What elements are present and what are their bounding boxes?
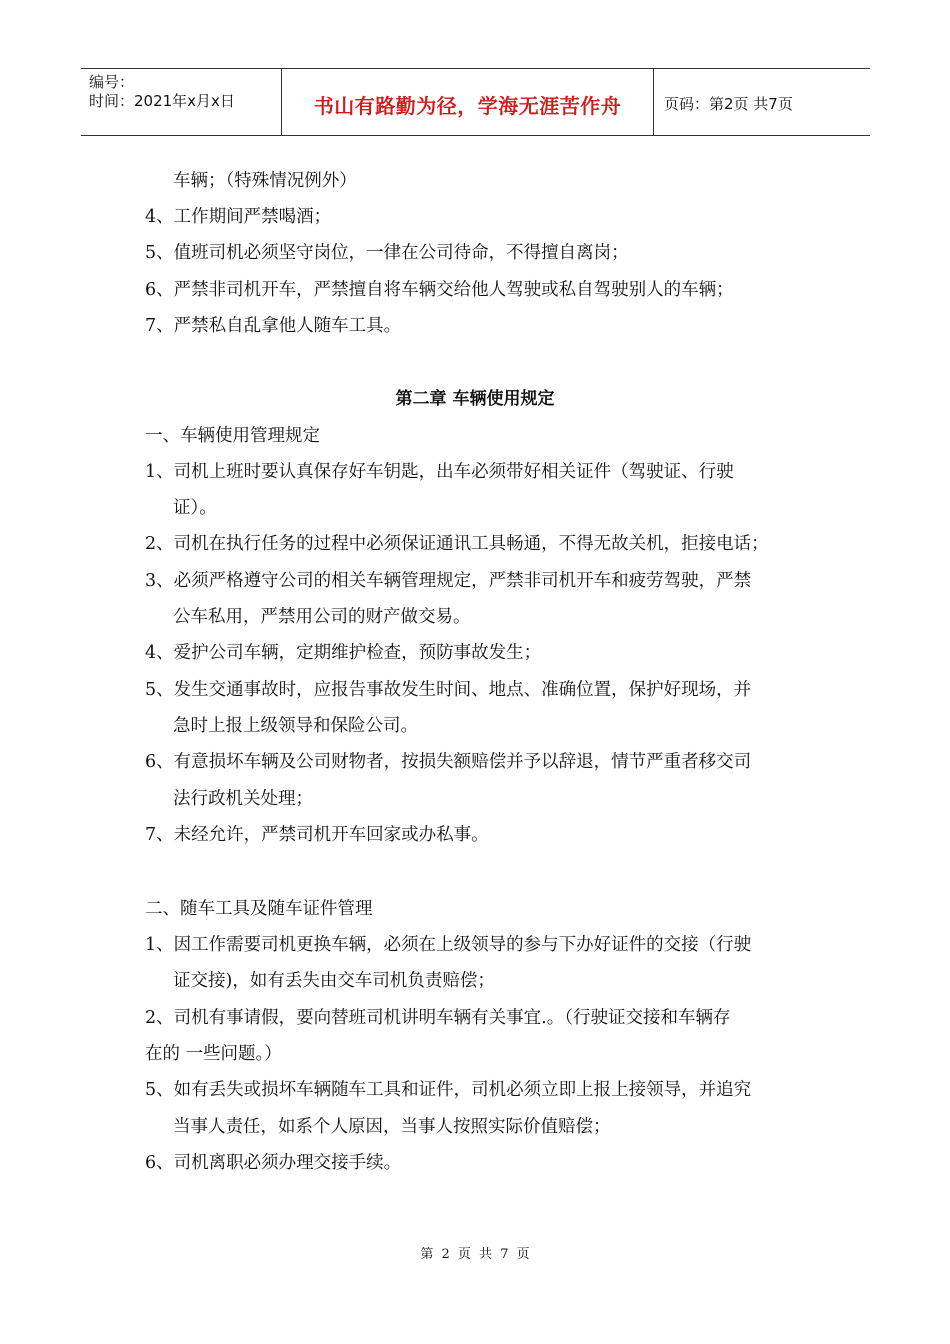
header-time-label: 时间：2021年x月x日 — [89, 92, 235, 110]
header-motto: 书山有路勤为径，学海无涯苦作舟 — [313, 93, 622, 118]
list-item-continuation: 在的 一些问题。） — [145, 1044, 282, 1064]
list-item: 5、发生交通事故时，应报告事故发生时间、地点、准确位置，保护好现场，并 — [145, 680, 752, 700]
rule-item-4: 4、工作期间严禁喝酒； — [145, 207, 332, 227]
header-number-label: 编号： — [89, 73, 135, 91]
chapter-title: 第二章 车辆使用规定 — [395, 389, 555, 409]
list-item-continuation: 证交接)，如有丢失由交车司机负责赔偿； — [173, 971, 495, 991]
page-footer: 第 2 页 共 7 页 — [420, 1247, 530, 1262]
list-item-continuation: 急时上报上级领导和保险公司。 — [173, 716, 418, 736]
rule-item-6: 6、严禁非司机开车，严禁擅自将车辆交给他人驾驶或私自驾驶别人的车辆； — [145, 280, 734, 300]
list-item: 7、未经允许，严禁司机开车回家或办私事。 — [145, 825, 489, 845]
list-item: 2、司机在执行任务的过程中必须保证通讯工具畅通，不得无故关机，拒接电话； — [145, 534, 769, 554]
rule-item-7: 7、严禁私自乱拿他人随车工具。 — [145, 316, 402, 336]
list-item: 1、司机上班时要认真保存好车钥匙，出车必须带好相关证件（驾驶证、行驶 — [145, 462, 734, 482]
list-item: 1、因工作需要司机更换车辆，必须在上级领导的参与下办好证件的交接（行驶 — [145, 935, 752, 955]
header-motto-cell — [282, 69, 654, 135]
rule-item-5: 5、值班司机必须坚守岗位，一律在公司待命，不得擅自离岗； — [145, 243, 629, 263]
paragraph-line: 车辆；（特殊情况例外） — [173, 171, 357, 191]
header-meta — [81, 69, 282, 135]
list-item: 6、司机离职必须办理交接手续。 — [145, 1153, 402, 1173]
list-item: 5、如有丢失或损坏车辆随车工具和证件，司机必须立即上报上接领导，并追究 — [145, 1080, 752, 1100]
list-item-continuation: 证）。 — [173, 498, 217, 518]
list-item-continuation: 公车私用，严禁用公司的财产做交易。 — [173, 607, 471, 627]
list-item: 3、必须严格遵守公司的相关车辆管理规定，严禁非司机开车和疲劳驾驶，严禁 — [145, 571, 752, 591]
section-title-1: 一、车辆使用管理规定 — [145, 426, 320, 446]
list-item-continuation: 法行政机关处理； — [173, 789, 313, 809]
list-item: 4、爱护公司车辆，定期维护检查，预防事故发生； — [145, 643, 542, 663]
list-item-continuation: 当事人责任，如系个人原因，当事人按照实际价值赔偿； — [173, 1117, 611, 1137]
list-item: 2、司机有事请假，要向替班司机讲明车辆有关事宜.。（行驶证交接和车辆存 — [145, 1008, 731, 1028]
document-header — [81, 68, 870, 136]
list-item: 6、有意损坏车辆及公司财物者，按损失额赔偿并予以辞退，情节严重者移交司 — [145, 752, 752, 772]
section-title-2: 二、随车工具及随车证件管理 — [145, 899, 373, 919]
header-page-info: 页码：第2页 共7页 — [664, 94, 793, 113]
